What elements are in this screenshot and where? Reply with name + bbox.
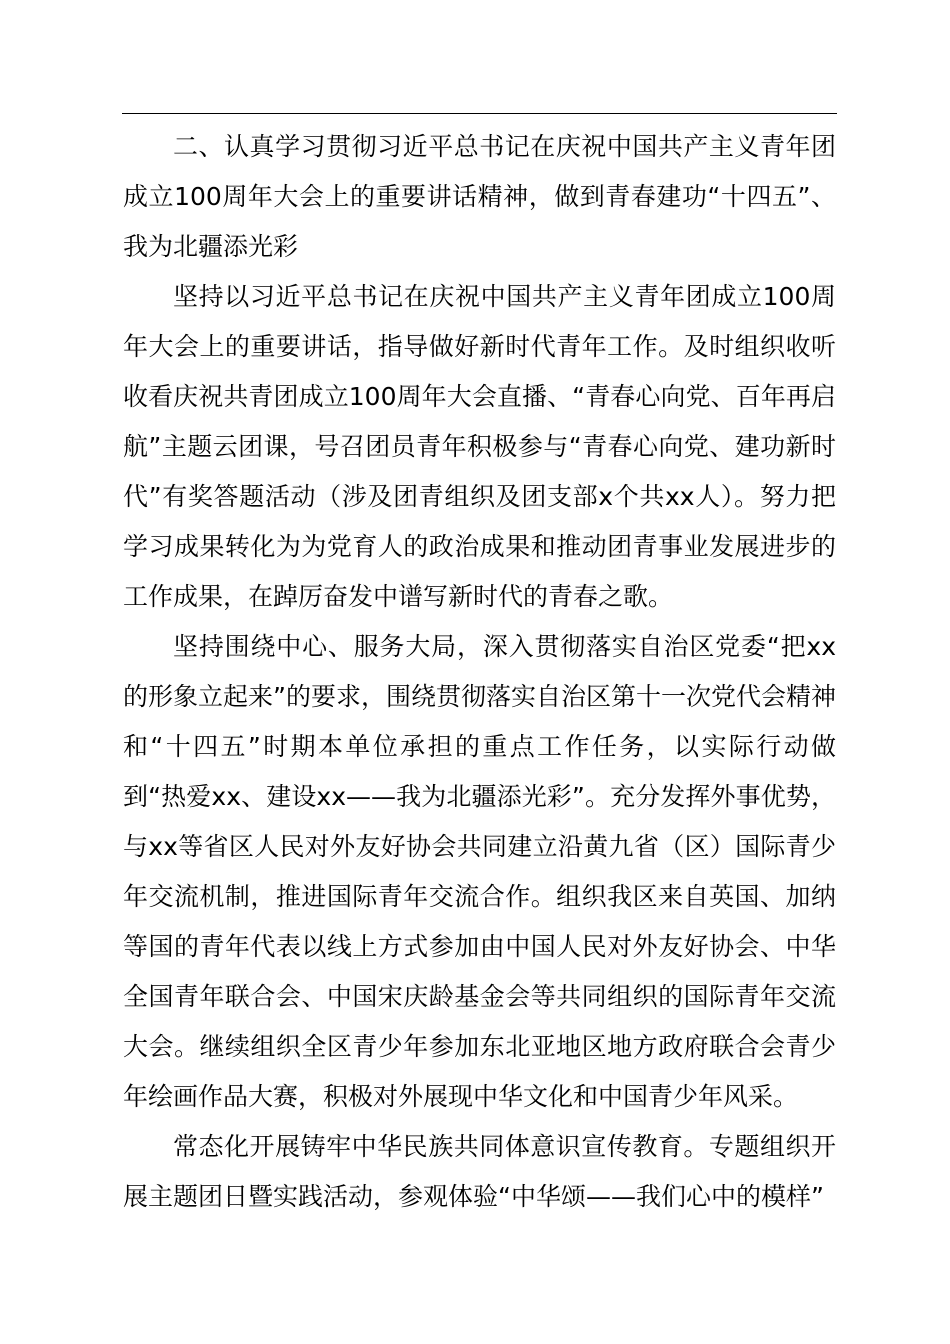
body-paragraph-3: 常态化开展铸牢中华民族共同体意识宣传教育。专题组织开展主题团日暨实践活动，参观体验“中华颂——我们心中的模样” [123,1132,836,1211]
document-body [123,122,836,1222]
header-rule [122,113,837,114]
section-heading: 二、认真学习贯彻习近平总书记在庆祝中国共产主义青年团成立100周年大会上的重要讲话精神，做到青春建功“十四五”、我为北疆添光彩 [123,132,836,261]
body-paragraph-1: 坚持以习近平总书记在庆祝中国共产主义青年团成立100周年大会上的重要讲话，指导做好新时代青年工作。及时组织收听收看庆祝共青团成立100周年大会直播、“青春心向党、百年再启航”主题云团课，号召团员青年积极参与“青春心向党、建功新时代”有奖答题活动（涉及团青组织及团支部x个共xx人）。努力把学习成果转化为为党育人的政治成果和推动团青事业发展进步的工作成果，在踔厉奋发中谱写新时代的青春之歌。 [123,282,836,611]
body-paragraph-2: 坚持围绕中心、服务大局，深入贯彻落实自治区党委“把xx的形象立起来”的要求，围绕贯彻落实自治区第十一次党代会精神和“十四五”时期本单位承担的重点工作任务，以实际行动做到“热爱xx、建设xx——我为北疆添光彩”。充分发挥外事优势，与xx等省区人民对外友好协会共同建立沿黄九省（区）国际青少年交流机制，推进国际青年交流合作。组织我区来自英国、加纳等国的青年代表以线上方式参加由中国人民对外友好协会、中华全国青年联合会、中国宋庆龄基金会等共同组织的国际青年交流大会。继续组织全区青少年参加东北亚地区地方政府联合会青少年绘画作品大赛，积极对外展现中华文化和中国青少年风采。 [123,632,836,1111]
